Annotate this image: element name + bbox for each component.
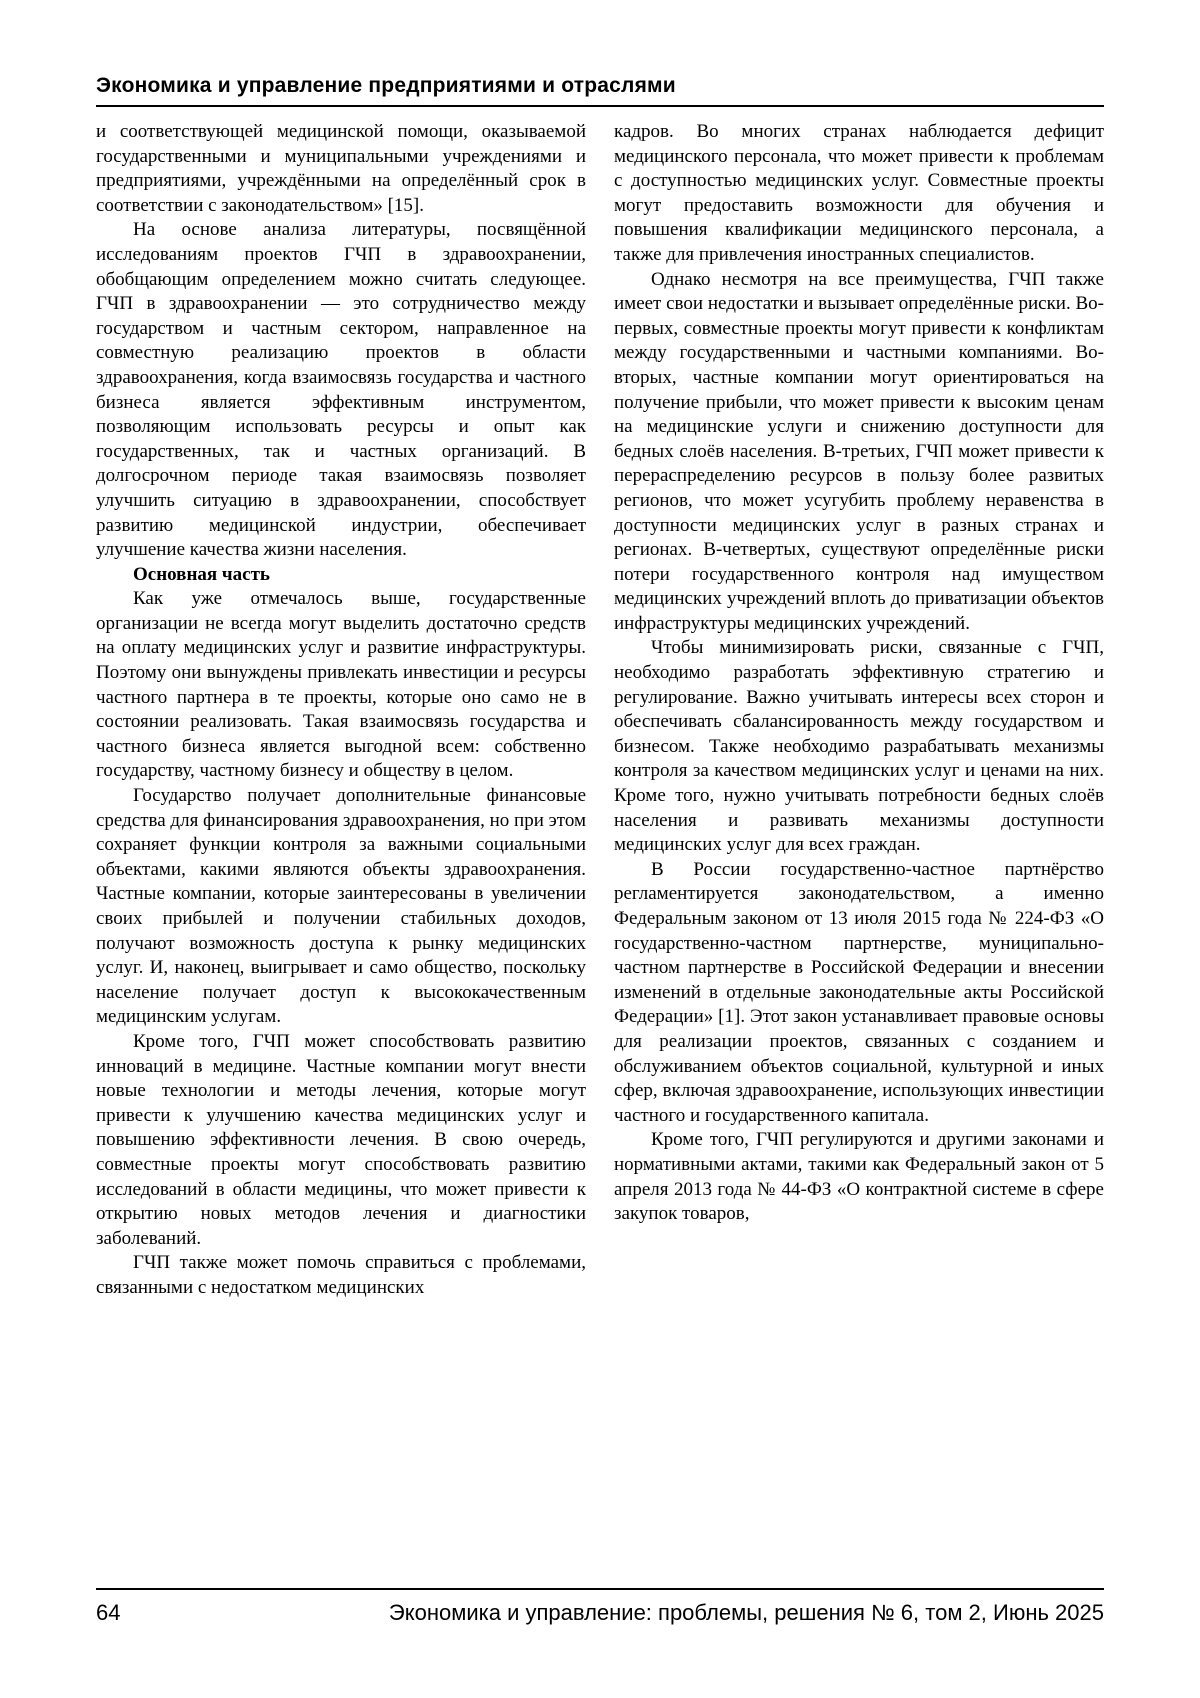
paragraph: и соответствующей медицинской помощи, оказываемой государственными и муниципальными учреждениями и предприятиями, учреждёнными на определённый срок в соответствии с законодательством» [15].: [96, 121, 586, 216]
page-number: 64: [96, 1600, 121, 1625]
footer-journal-title: Экономика и управление: проблемы, решения № 6, том 2, Июнь 2025: [388, 1600, 1104, 1625]
paragraph: Кроме того, ГЧП регулируются и другими законами и нормативными актами, такими как Федеральный закон от 5 апреля 2013 года № 44-ФЗ «О контрактной системе в сфере закупок товаров,: [614, 1129, 1104, 1225]
paragraph: Чтобы минимизировать риски, связанные с ГЧП, необходимо разработать эффективную стратегию и регулирование. Важно учитывать интересы всех сторон и обеспечивать сбалансированность между государством и бизнесом. Также необходимо разрабатывать механизмы контроля за качеством медицинских услуг и ценами на них. Кроме того, нужно учитывать потребности бедных слоёв населения и развивать механизмы доступности медицинских услуг для всех граждан.: [614, 637, 1104, 856]
paragraph: Кроме того, ГЧП может способствовать развитию инноваций в медицине. Частные компании могут внести новые технологии и методы лечения, которые могут привести к улучшению качества медицинских услуг и повышению эффективности лечения. В свою очередь, совместные проекты могут способствовать развитию исследований в области медицины, что может привести к открытию новых методов лечения и диагностики заболеваний.: [96, 1030, 586, 1249]
paragraph: На основе анализа литературы, посвящённой исследованиям проектов ГЧП в здравоохранении, обобщающим определением можно считать следующее. ГЧП в здравоохранении — это сотрудничество между государством и частным сектором, направленное на совместную реализацию проектов в области здравоохранения, когда взаимосвязь государства и частного бизнеса является эффективным инструментом, позволяющим использовать ресурсы и опыт как государственных, так и частных организаций. В долгосрочном периоде такая взаимосвязь позволяет улучшить ситуацию в здравоохранении, способствует развитию медицинской индустрии, обеспечивает улучшение качества жизни населения.: [96, 219, 586, 561]
running-head: Экономика и управление предприятиями и отраслями: [96, 74, 676, 97]
header-rule: [96, 105, 1104, 107]
footer-rule: [96, 1588, 1104, 1590]
article-body: [96, 120, 1104, 1301]
paragraph: Однако несмотря на все преимущества, ГЧП также имеет свои недостатки и вызывает определённые риски. Во-первых, совместные проекты могут привести к конфликтам между государственными и частными компаниями. Во-вторых, частные компании могут ориентироваться на получение прибыли, что может привести к высоким ценам на медицинские услуги и снижению доступности для бедных слоёв населения. В-третьих, ГЧП может привести к перераспределению ресурсов в пользу более развитых регионов, что может усугубить проблему неравенства в доступности медицинских услуг в разных странах и регионах. В-четвертых, существуют определённые риски потери государственного контроля над имуществом медицинских учреждений вплоть до приватизации объектов инфраструктуры медицинских учреждений.: [614, 268, 1104, 634]
paragraph: ГЧП также может помочь справиться с проблемами, связанными с недостатком медицинских: [96, 1252, 586, 1298]
right-column: [614, 120, 1104, 1301]
paragraph: В России государственно-частное партнёрство регламентируется законодательством, а именно Федеральным законом от 13 июля 2015 года № 224-ФЗ «О государственно-частном партнерстве, муниципально-частном партнерстве в Российской Федерации и внесении изменений в отдельные законодательные акты Российской Федерации» [1]. Этот закон устанавливает правовые основы для реализации проектов, связанных с созданием и обслуживанием объектов социальной, культурной и иных сфер, включая здравоохранение, использующих инвестиции частного и государственного капитала.: [614, 858, 1104, 1126]
paragraph: кадров. Во многих странах наблюдается дефицит медицинского персонала, что может привести к проблемам с доступностью медицинских услуг. Совместные проекты могут предоставить возможности для обучения и повышения квалификации медицинского персонала, а также для привлечения иностранных специалистов.: [614, 121, 1104, 265]
left-column: [96, 120, 586, 1301]
paragraph: Как уже отмечалось выше, государственные организации не всегда могут выделить достаточно средств на оплату медицинских услуг и развитие инфраструктуры. Поэтому они вынуждены привлекать инвестиции и ресурсы частного партнера в те проекты, которые оно само не в состоянии реализовать. Такая взаимосвязь государства и частного бизнеса является выгодной всем: собственно государству, частному бизнесу и обществу в целом.: [96, 588, 586, 782]
section-heading: Основная часть: [133, 563, 270, 585]
paragraph: Государство получает дополнительные финансовые средства для финансирования здравоохранения, но при этом сохраняет функции контроля за важными социальными объектами, какими являются объекты здравоохранения. Частные компании, которые заинтересованы в увеличении своих прибылей и получении стабильных доходов, получают возможность доступа к рынку медицинских услуг. И, наконец, выигрывает и само общество, поскольку население получает доступ к высококачественным медицинским услугам.: [96, 785, 587, 1028]
page-footer: [96, 1600, 1104, 1626]
